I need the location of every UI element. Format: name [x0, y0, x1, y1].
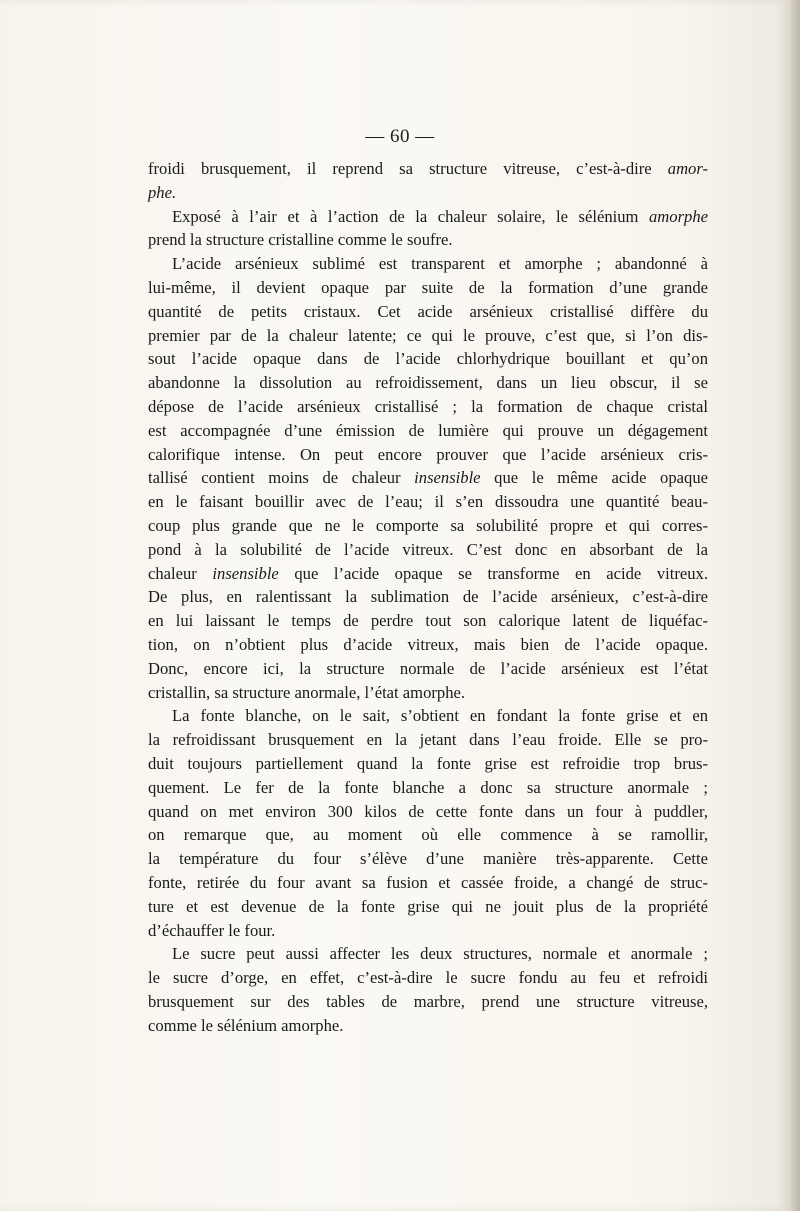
paragraph [148, 157, 708, 205]
text-line [148, 276, 708, 300]
text-run: cristallin, sa structure anormale, l’état amorphe. [148, 682, 465, 702]
text-run: chaleur [148, 563, 213, 583]
text-line [148, 847, 708, 871]
text-line [148, 157, 708, 181]
text-run: ture et est devenue de la fonte grise qui ne jouit plus de la propriété [148, 896, 708, 916]
text-run: la température du four s’élève d’une manière très-apparente. Cette [148, 849, 708, 869]
text-line [148, 205, 708, 229]
text-line [148, 1014, 708, 1038]
text-line [148, 324, 708, 348]
text-line [148, 990, 708, 1014]
text-run: en le faisant bouillir avec de l’eau; il s’en dissoudra une quantité beau- [148, 492, 708, 512]
text-run: que le même acide opaque [480, 468, 708, 488]
text-line [148, 776, 708, 800]
text-line [148, 585, 708, 609]
text-line [148, 395, 708, 419]
text-run: tion, on n’obtient plus d’acide vitreux, mais bien de l’acide opaque. [148, 634, 708, 654]
body-text [148, 157, 708, 1037]
italic-text: phe. [148, 182, 177, 202]
text-line [148, 823, 708, 847]
text-line [148, 704, 708, 728]
text-line [148, 657, 708, 681]
text-run: calorifique intense. On peut encore prouver que l’acide arsénieux cris- [148, 444, 708, 464]
text-line [148, 562, 708, 586]
paragraph [148, 205, 708, 253]
text-line [148, 871, 708, 895]
text-line [148, 371, 708, 395]
italic-text: insensible [414, 468, 481, 488]
text-run: dépose de l’acide arsénieux cristallisé ; la formation de chaque cristal [148, 396, 708, 416]
text-line [148, 490, 708, 514]
text-line [148, 228, 708, 252]
text-line [148, 181, 708, 205]
text-run: La fonte blanche, on le sait, s’obtient en fondant la fonte grise et en [172, 706, 708, 726]
text-run: L’acide arsénieux sublimé est transparent et amorphe ; abandonné à [172, 254, 708, 274]
text-run: la refroidissant brusquement en la jetant dans l’eau froide. Elle se pro- [148, 730, 708, 750]
text-run: quantité de petits cristaux. Cet acide arsénieux cristallisé diffère du [148, 301, 708, 321]
text-line [148, 681, 708, 705]
text-run: premier par de la chaleur latente; ce qui le prouve, c’est que, si l’on dis- [148, 325, 708, 345]
text-line [148, 443, 708, 467]
italic-text: amor- [667, 159, 708, 178]
text-run: tallisé contient moins de chaleur [148, 468, 415, 488]
text-line [148, 800, 708, 824]
text-line [148, 752, 708, 776]
text-line [148, 609, 708, 633]
text-line [148, 919, 708, 943]
text-line [148, 942, 708, 966]
text-run: abandonne la dissolution au refroidissement, dans un lieu obscur, il se [148, 373, 708, 393]
text-line [148, 514, 708, 538]
text-line [148, 252, 708, 276]
text-run: fonte, retirée du four avant sa fusion et cassée froide, a changé de struc- [148, 872, 708, 892]
text-run: Exposé à l’air et à l’action de la chaleur solaire, le sélénium [172, 206, 649, 226]
text-run: comme le sélénium amorphe. [148, 1015, 344, 1035]
text-line [148, 895, 708, 919]
text-run: sout l’acide opaque dans de l’acide chlorhydrique bouillant et qu’on [148, 349, 708, 369]
page-number: — 60 — [365, 126, 435, 147]
text-line [148, 728, 708, 752]
text-run: quand on met environ 300 kilos de cette fonte dans un four à puddler, [148, 801, 708, 821]
italic-text: amorphe [649, 206, 708, 226]
text-run: froidi brusquement, il reprend sa structure vitreuse, c’est-à-dire [148, 159, 668, 178]
text-run: que l’acide opaque se transforme en acide vitreux. [278, 563, 708, 583]
text-run: le sucre d’orge, en effet, c’est-à-dire le sucre fondu au feu et refroidi [148, 968, 708, 988]
italic-text: insensible [212, 563, 279, 583]
text-line [148, 419, 708, 443]
text-line [148, 538, 708, 562]
text-line [148, 633, 708, 657]
text-run: est accompagnée d’une émission de lumière qui prouve un dégagement [148, 420, 708, 440]
text-run: lui-même, il devient opaque par suite de la formation d’une grande [148, 277, 708, 297]
text-run: en lui laissant le temps de perdre tout son calorique latent de liquéfac- [148, 611, 708, 631]
text-run: quement. Le fer de la fonte blanche a donc sa structure anormale ; [148, 777, 708, 797]
text-run: brusquement sur des tables de marbre, prend une structure vitreuse, [148, 991, 708, 1011]
text-run: pond à la solubilité de l’acide vitreux. C’est donc en absorbant de la [148, 539, 708, 559]
paragraph [148, 252, 708, 704]
text-run: De plus, en ralentissant la sublimation de l’acide arsénieux, c’est-à-dire [148, 587, 708, 607]
page-edge [790, 0, 800, 1211]
text-run: d’échauffer le four. [148, 920, 276, 940]
text-run: prend la structure cristalline comme le soufre. [148, 230, 453, 250]
text-line [148, 466, 708, 490]
paragraph [148, 942, 708, 1037]
text-line [148, 300, 708, 324]
text-line [148, 347, 708, 371]
text-line [148, 966, 708, 990]
text-run: Donc, encore ici, la structure normale de l’acide arsénieux est l’état [148, 658, 708, 678]
paragraph [148, 704, 708, 942]
text-run: on remarque que, au moment où elle commence à se ramollir, [148, 825, 708, 845]
text-run: coup plus grande que ne le comporte sa solubilité propre et qui corres- [148, 515, 708, 535]
text-run: duit toujours partiellement quand la fonte grise est refroidie trop brus- [148, 753, 708, 773]
text-run: Le sucre peut aussi affecter les deux structures, normale et anormale ; [172, 944, 708, 964]
